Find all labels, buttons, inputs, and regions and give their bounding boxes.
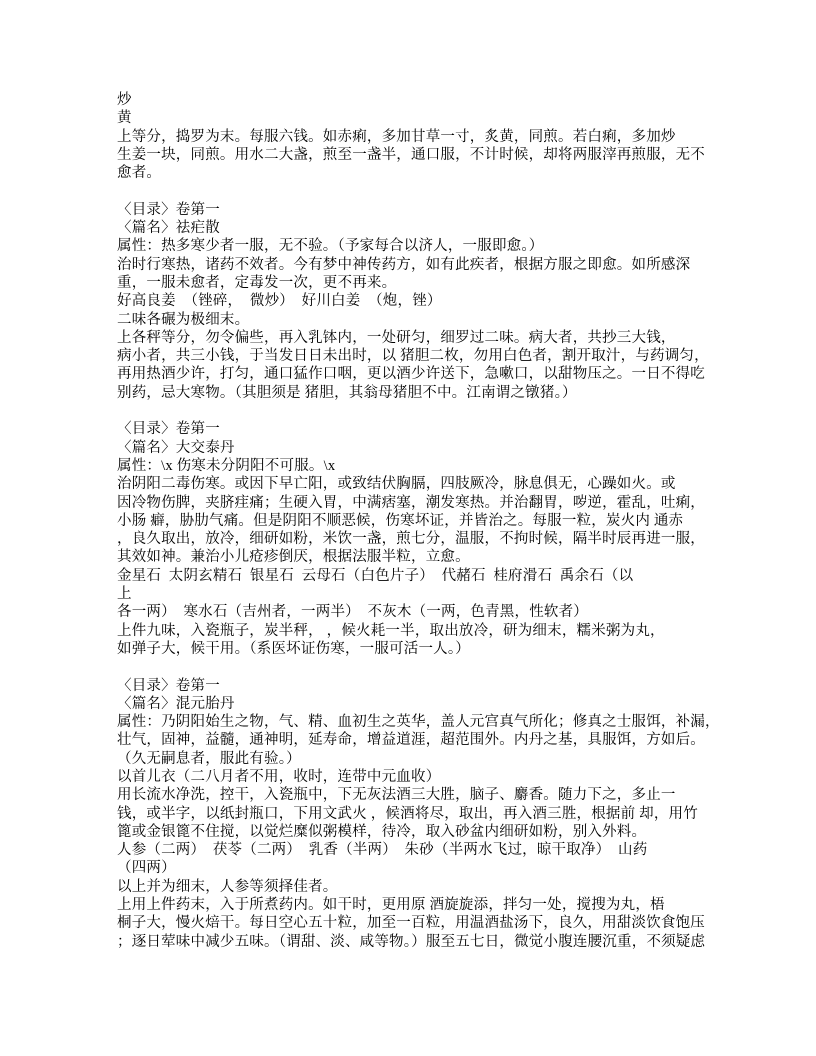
text-line: 〈篇名〉祛疟散 <box>117 220 220 237</box>
text-line: 别药，忌大寒物。（其胆须是 猪胆，其翁母猪胆不中。江南谓之镦猪。） <box>117 384 577 401</box>
text-line: 〈目录〉卷第一 <box>117 421 220 438</box>
text-line: 重，一服未愈者，定毒发一次，更不再来。 <box>117 274 397 291</box>
text-line: 二味各碾为极细末。 <box>117 311 250 328</box>
text-line: 属性：\x 伤寒未分阴阳不可服。\x <box>117 457 336 474</box>
text-section <box>117 201 717 402</box>
text-line: 再用热酒少许，打匀，通口猛作口咽，更以酒少许送下，急嗽口，以甜物压之。一日不得吃 <box>117 366 705 383</box>
text-line: 上 <box>117 586 132 603</box>
text-document-body <box>117 91 720 969</box>
text-line: 以上并为细末，人参等须择佳者。 <box>117 878 338 895</box>
text-line: 桐子大，慢火焙干。每日空心五十粒，加至一百粒，用温酒盐汤下，良久，用甜淡饮食饱压 <box>117 915 705 932</box>
text-line: 属性：乃阴阳始生之物，气、精、血初生之英华，盖人元宫真气所化；修真之士服饵，补漏， <box>117 714 720 731</box>
text-line: 如弹子大，候干用。（系医坏证伤寒，一服可活一人。） <box>117 640 470 657</box>
text-line: 钱，或半字，以纸封瓶口，下用文武火 ，候酒将尽，取出，再入酒三胜，根据前 却，用竹 <box>117 805 698 822</box>
text-line: 上件九味，入瓷瓶子，炭半秤， ，候火耗一半，取出放冷，研为细末，糯米粥为丸， <box>117 622 665 639</box>
text-line: 炒 <box>117 92 132 108</box>
text-line: 以首儿衣（二八月者不用，收时，连带中元血收） <box>117 768 441 785</box>
text-line: 金星石 太阴玄精石 银星石 云母石（白色片子） 代赭石 桂府滑石 禹余石（以 <box>117 567 634 584</box>
text-line: 〈篇名〉混元胎丹 <box>117 695 235 712</box>
text-line: 小肠 癖，胁肋气痛。但是阴阳不顺恶候，伤寒坏证，并皆治之。每服一粒，炭火内 通赤 <box>117 512 684 529</box>
text-line: 各一两） 寒水石（吉州者，一两半） 不灰木（一两，色青黑，性软者） <box>117 604 588 621</box>
text-line: 壮气，固神，益髓，通神明，延寿命，增益道涯，超范围外。内丹之基，具服饵，方如后。 <box>117 732 705 749</box>
text-line: 愈者。 <box>117 165 162 182</box>
text-section <box>117 677 720 951</box>
text-line: 人参（二两） 茯苓（二两） 乳香（半两） 朱砂（半两水飞过，晾干取净） 山药 <box>117 842 648 859</box>
text-line: 黄 <box>117 110 132 127</box>
text-line: 上用上件药末，入于所煮药内。如干时，更用原 酒旋旋添，拌匀一处，搅搜为丸，梧 <box>117 897 665 914</box>
text-line: 〈目录〉卷第一 <box>117 201 220 218</box>
text-line: 因冷物伤脾，夹脐疰痛；生硬入胃，中满痞塞，潮发寒热。并治翻胃，哕逆，霍乱，吐痢， <box>117 494 705 511</box>
text-line: 〈目录〉卷第一 <box>117 677 220 694</box>
text-line: 治时行寒热，诸药不效者。今有梦中神传药方，如有此疾者，根据方服之即愈。如所感深 <box>117 256 691 273</box>
text-line: 用长流水净洗，控干，入瓷瓶中，下无灰法酒三大胜，脑子、麝香。随力下之，多止一 <box>117 787 676 804</box>
text-line: （四两） <box>117 860 176 877</box>
text-line: 属性：热多寒少者一服，无不验。（予家每合以济人，一服即愈。） <box>117 238 544 255</box>
text-line: ，良久取出，放冷，细研如粉，米饮一盏，煎七分，温服，不拘时候，隔半时辰再进一服， <box>117 531 705 548</box>
text-section <box>117 420 717 658</box>
text-line: 病小者，共三小钱，于当发日日未出时，以 猪胆二枚，勿用白色者，割开取汁，与药调匀， <box>117 348 709 365</box>
text-section <box>117 91 717 182</box>
text-line: 上等分，捣罗为末。每服六钱。如赤痢，多加甘草一寸，炙黄，同煎。若白痢，多加炒 <box>117 128 676 145</box>
text-line: ；逐日荤味中减少五味。（谓甜、淡、咸等物。）服至五七日，微觉小腹连腰沉重，不须疑虑 <box>117 933 706 950</box>
text-line: 生姜一块，同煎。用水二大盏，煎至一盏半，通口服，不计时候，却将两服滓再煎服，无不 <box>117 146 705 163</box>
text-line: 治阴阳二毒伤寒。或因下早亡阳，或致结伏胸膈，四肢厥冷，脉息俱无，心躁如火。或 <box>117 476 676 493</box>
text-line: 上各秤等分，勿令偏些，再入乳钵内，一处研匀，细罗过二味。病大者，共抄三大钱， <box>117 329 676 346</box>
text-line: 篦或金银篦不住搅，以觉烂糜似粥模样，待冷，取入砂盆内细研如粉，别入外料。 <box>117 823 647 840</box>
text-line: （久无嗣息者，服此有验。） <box>117 750 301 767</box>
text-line: 〈篇名〉大交泰丹 <box>117 439 235 456</box>
text-line: 其效如神。兼治小儿疮疹倒厌，根据法服半粒，立愈。 <box>117 549 470 566</box>
text-line: 好高良姜 （锉碎， 微炒） 好川白姜 （炮，锉） <box>117 293 442 310</box>
